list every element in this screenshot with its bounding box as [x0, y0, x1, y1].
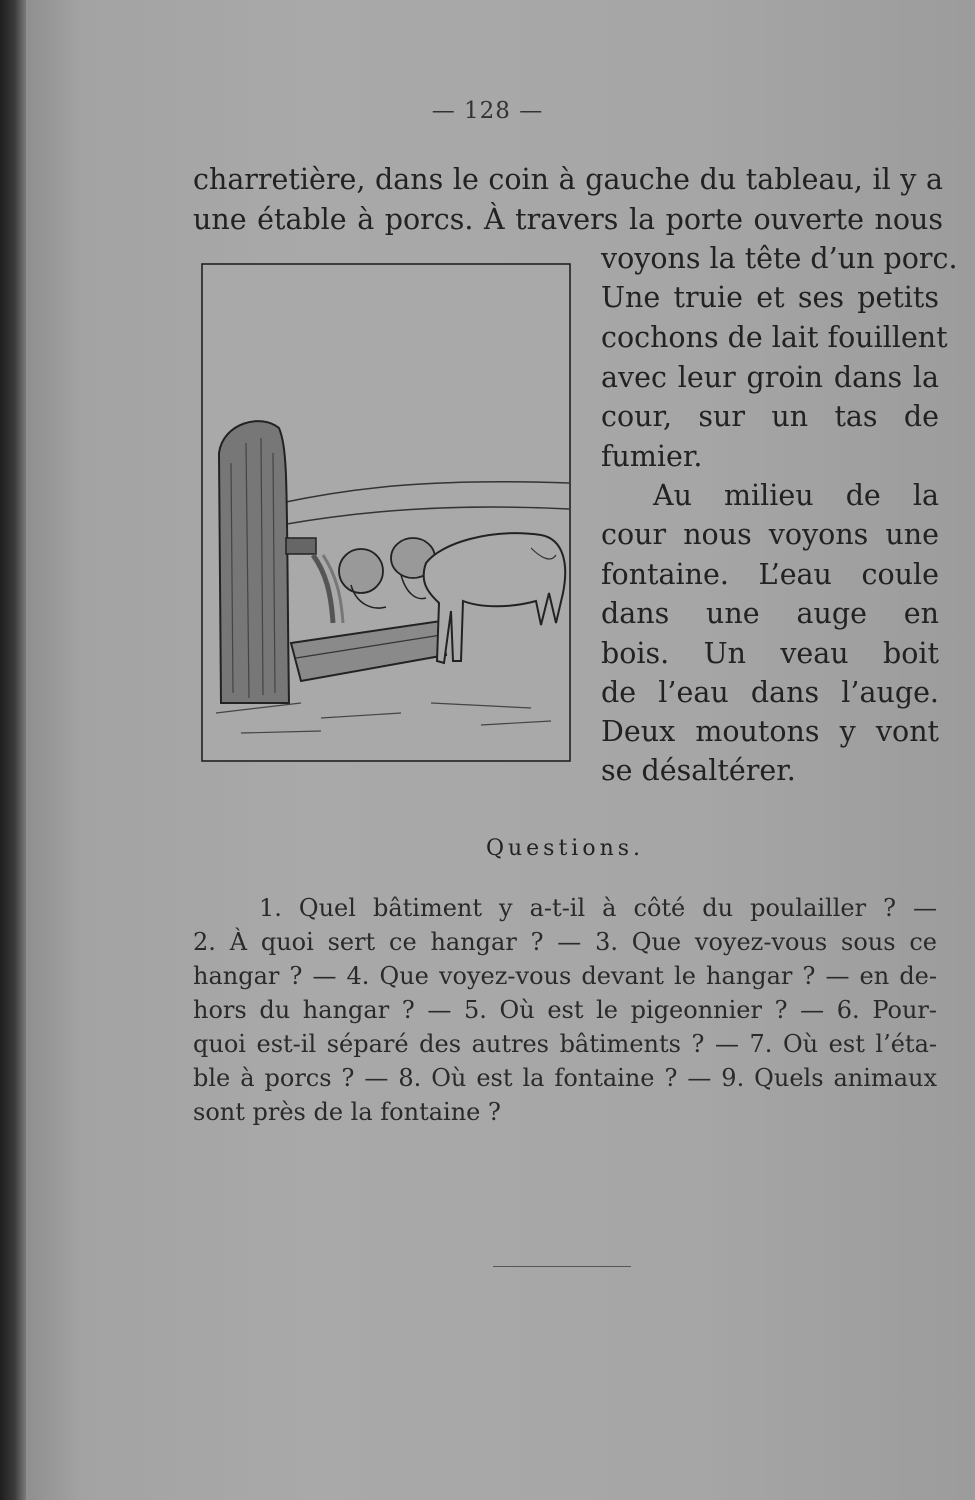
text-line: cour nous voyons une — [601, 518, 939, 551]
question-line: ble à porcs ? — 8. Où est la fontaine ? — 9. Quels animaux — [193, 1064, 937, 1092]
text-line: Deux moutons y vont — [601, 715, 939, 748]
text-line: fumier. — [601, 440, 703, 473]
question-line: quoi est-il séparé des autres bâtiments ? — 7. Où est l’éta- — [193, 1030, 937, 1058]
page-number: — 128 — — [431, 98, 544, 124]
text-line: Au milieu de la — [653, 479, 939, 512]
text-line: cochons de lait fouillent — [601, 321, 948, 354]
text-line: cour, sur un tas de — [601, 400, 939, 433]
text-line: Une truie et ses petits — [601, 281, 939, 314]
question-line: 2. À quoi sert ce hangar ? — 3. Que voyez-vous sous ce — [193, 928, 937, 956]
text-line: fontaine. L’eau coule — [601, 558, 939, 591]
text-line: charretière, dans le coin à gauche du tableau, il y a — [193, 163, 943, 196]
text-line: une étable à porcs. À travers la porte ouverte nous — [193, 203, 943, 236]
book-binding-edge — [0, 0, 26, 1500]
text-line: dans une auge en — [601, 597, 939, 630]
fountain-illustration — [201, 263, 571, 763]
questions-heading: Questions. — [485, 836, 645, 861]
text-line: avec leur groin dans la — [601, 361, 939, 394]
text-line: se désaltérer. — [601, 754, 796, 787]
end-separator — [493, 1266, 631, 1267]
text-line: voyons la tête d’un porc. — [601, 242, 958, 275]
question-line: hors du hangar ? — 5. Où est le pigeonnier ? — 6. Pour- — [193, 996, 937, 1024]
question-line: 1. Quel bâtiment y a-t-il à côté du poulailler ? — — [259, 894, 937, 922]
text-line: bois. Un veau boit — [601, 637, 939, 670]
text-line: de l’eau dans l’auge. — [601, 676, 939, 709]
question-line: hangar ? — 4. Que voyez-vous devant le hangar ? — en de- — [193, 962, 937, 990]
question-line: sont près de la fontaine ? — [193, 1098, 501, 1126]
